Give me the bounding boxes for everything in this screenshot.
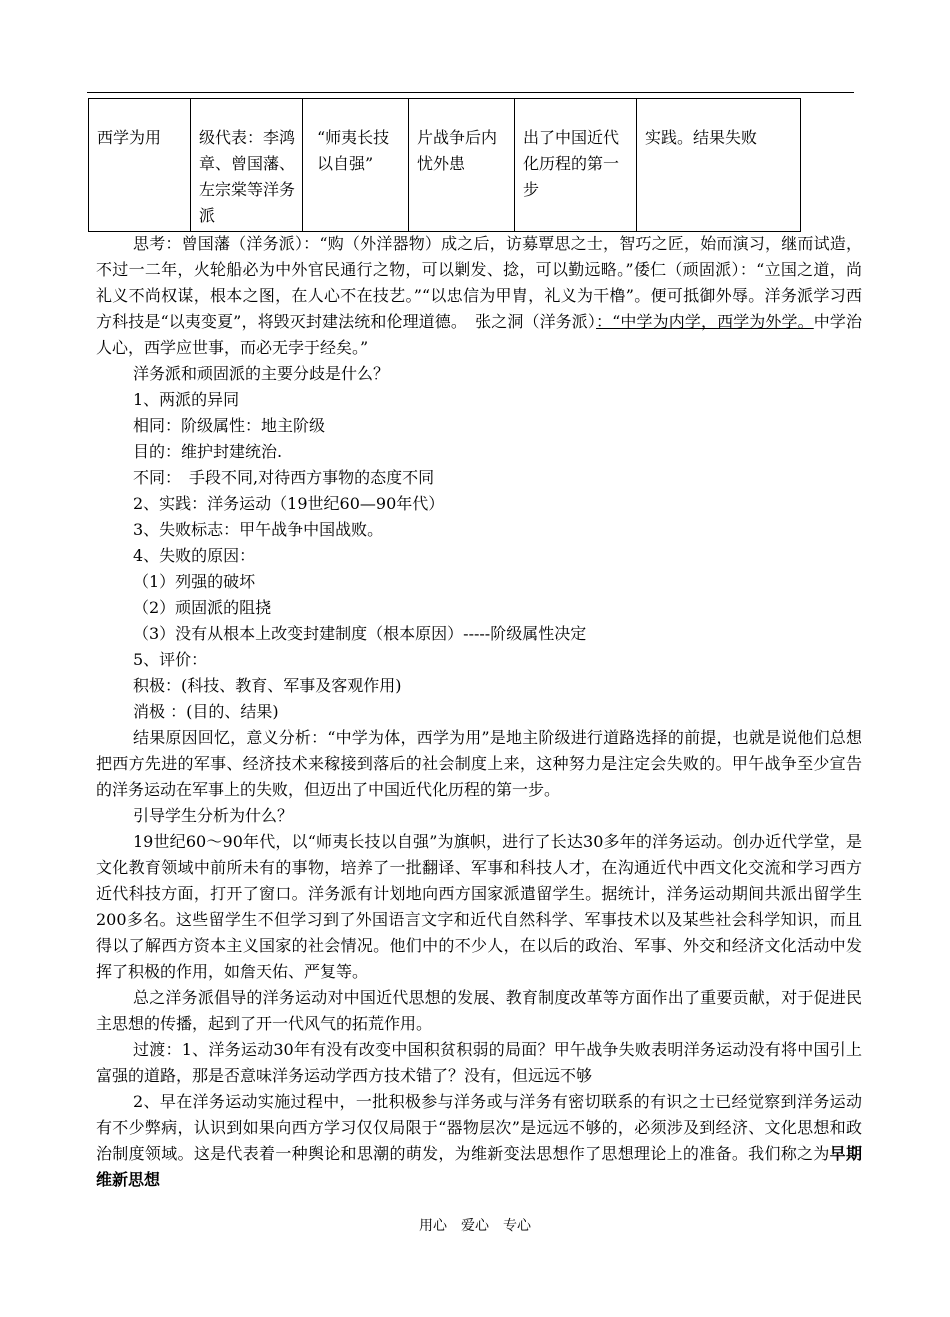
list-item: 目的：维护封建统治. [133,442,283,461]
table-cell: 片战争后内忧外患 [409,99,515,232]
section-heading: 4、失败的原因： [133,546,256,565]
bold-term: 早期维新思想 [96,1144,862,1189]
section-heading: 5、评价： [133,650,208,669]
table-row [89,99,801,232]
table-cell: 实践。结果失败 [637,99,801,232]
section-heading: 3、失败标志：甲午战争中国战败。 [133,520,384,539]
page-footer: 用心 爱心 专心 [419,1218,531,1234]
list-item: （1）列强的破坏 [133,572,256,591]
list-item: 不同： 手段不同,对待西方事物的态度不同 [133,468,435,487]
paragraph: 总之洋务派倡导的洋务运动对中国近代思想的发展、教育制度改革等方面作出了重要贡献，对于促进民主思想的传播，起到了开一代风气的拓荒作用。 [96,988,862,1033]
list-item: 相同：阶级属性：地主阶级 [133,416,326,435]
table-cell: 西学为用 [89,99,191,232]
list-item: （2）顽固派的阻挠 [133,598,272,617]
document-body [96,231,862,1193]
paragraph: 引导学生分析为什么？ [133,806,294,825]
section-heading: 1、两派的异同 [133,390,240,409]
think-text-end: 中学治人心，西学应世事，而必无孛于经矣。” [96,312,862,357]
section-heading: 2、实践：洋务运动（19世纪60—90年代） [133,494,445,513]
list-item: 消极 ：(目的、结果) [133,702,279,721]
table-cell: “师夷长技以自强” [303,99,409,232]
paragraph-text: 2、早在洋务运动实施过程中，一批积极参与洋务或与洋务有密切联系的有识之士已经觉察到洋务运动有不少弊病，认识到如果向西方学习仅仅局限于“器物层次”是远远不够的，必须涉及到经济、文化思想和政治制度领域。这是代表着一种舆论和思潮的萌发，为维新变法思想作了思想理论上的准备。我们称之为 [96,1092,862,1163]
table-cell: 出了中国近代化历程的第一步 [515,99,637,232]
paragraph: 过渡：1、洋务运动30年有没有改变中国积贫积弱的局面？甲午战争失败表明洋务运动没有将中国引上富强的道路，那是否意味洋务运动学西方技术错了？没有，但远远不够 [96,1040,862,1085]
think-paragraph [96,231,862,361]
table-cell: 级代表：李鸿章、曾国藩、左宗棠等洋务派 [191,99,303,232]
think-text: 思考：曾国藩（洋务派）：“购（外洋器物）成之后，访募覃思之士，智巧之匠，始而演习，继而试造，不过一二年，火轮船必为中外官民通行之物，可以剿发、捻，可以勤远略。”倭仁（顽固派）：“立国之道，尚礼义不尚权谋，根本之图，在人心不在技艺。”“以忠信为甲胄，礼义为干橹”。便可抵御外辱。洋务派学习西方科技是“以夷变夏”，将毁灭封建法统和伦理道德。 张之洞（洋务派） [96,234,862,331]
paragraph: 19世纪60～90年代，以“师夷长技以自强”为旗帜，进行了长达30多年的洋务运动。创办近代学堂，是文化教育领域中前所未有的事物，培养了一批翻译、军事和科技人才，在沟通近代中西文化交流和学习西方近代科技方面，打开了窗口。洋务派有计划地向西方国家派遣留学生。据统计，洋务运动期间共派出留学生200多名。这些留学生不但学习到了外国语言文字和近代自然科学、军事技术以及某些社会科学知识，而且得以了解西方资本主义国家的社会情况。他们中的不少人，在以后的政治、军事、外交和经济文化活动中发挥了积极的作用，如詹天佑、严复等。 [96,832,862,981]
underlined-quote: ：“中学为内学，西学为外学。 [596,312,814,331]
list-item: （3）没有从根本上改变封建制度（根本原因）-----阶级属性决定 [133,624,587,643]
question: 洋务派和顽固派的主要分歧是什么？ [133,364,390,383]
paragraph [96,1089,862,1193]
paragraph: 结果原因回忆，意义分析：“中学为体，西学为用”是地主阶级进行道路选择的前提，也就是说他们总想把西方先进的军事、经济技术来稼接到落后的社会制度上来，这种努力是注定会失败的。甲午战争至少宣告的洋务运动在军事上的失败，但迈出了中国近代化历程的第一步。 [96,728,862,799]
continued-table [88,98,801,232]
list-item: 积极：(科技、教育、军事及客观作用) [133,676,402,695]
header-rule [87,92,854,93]
